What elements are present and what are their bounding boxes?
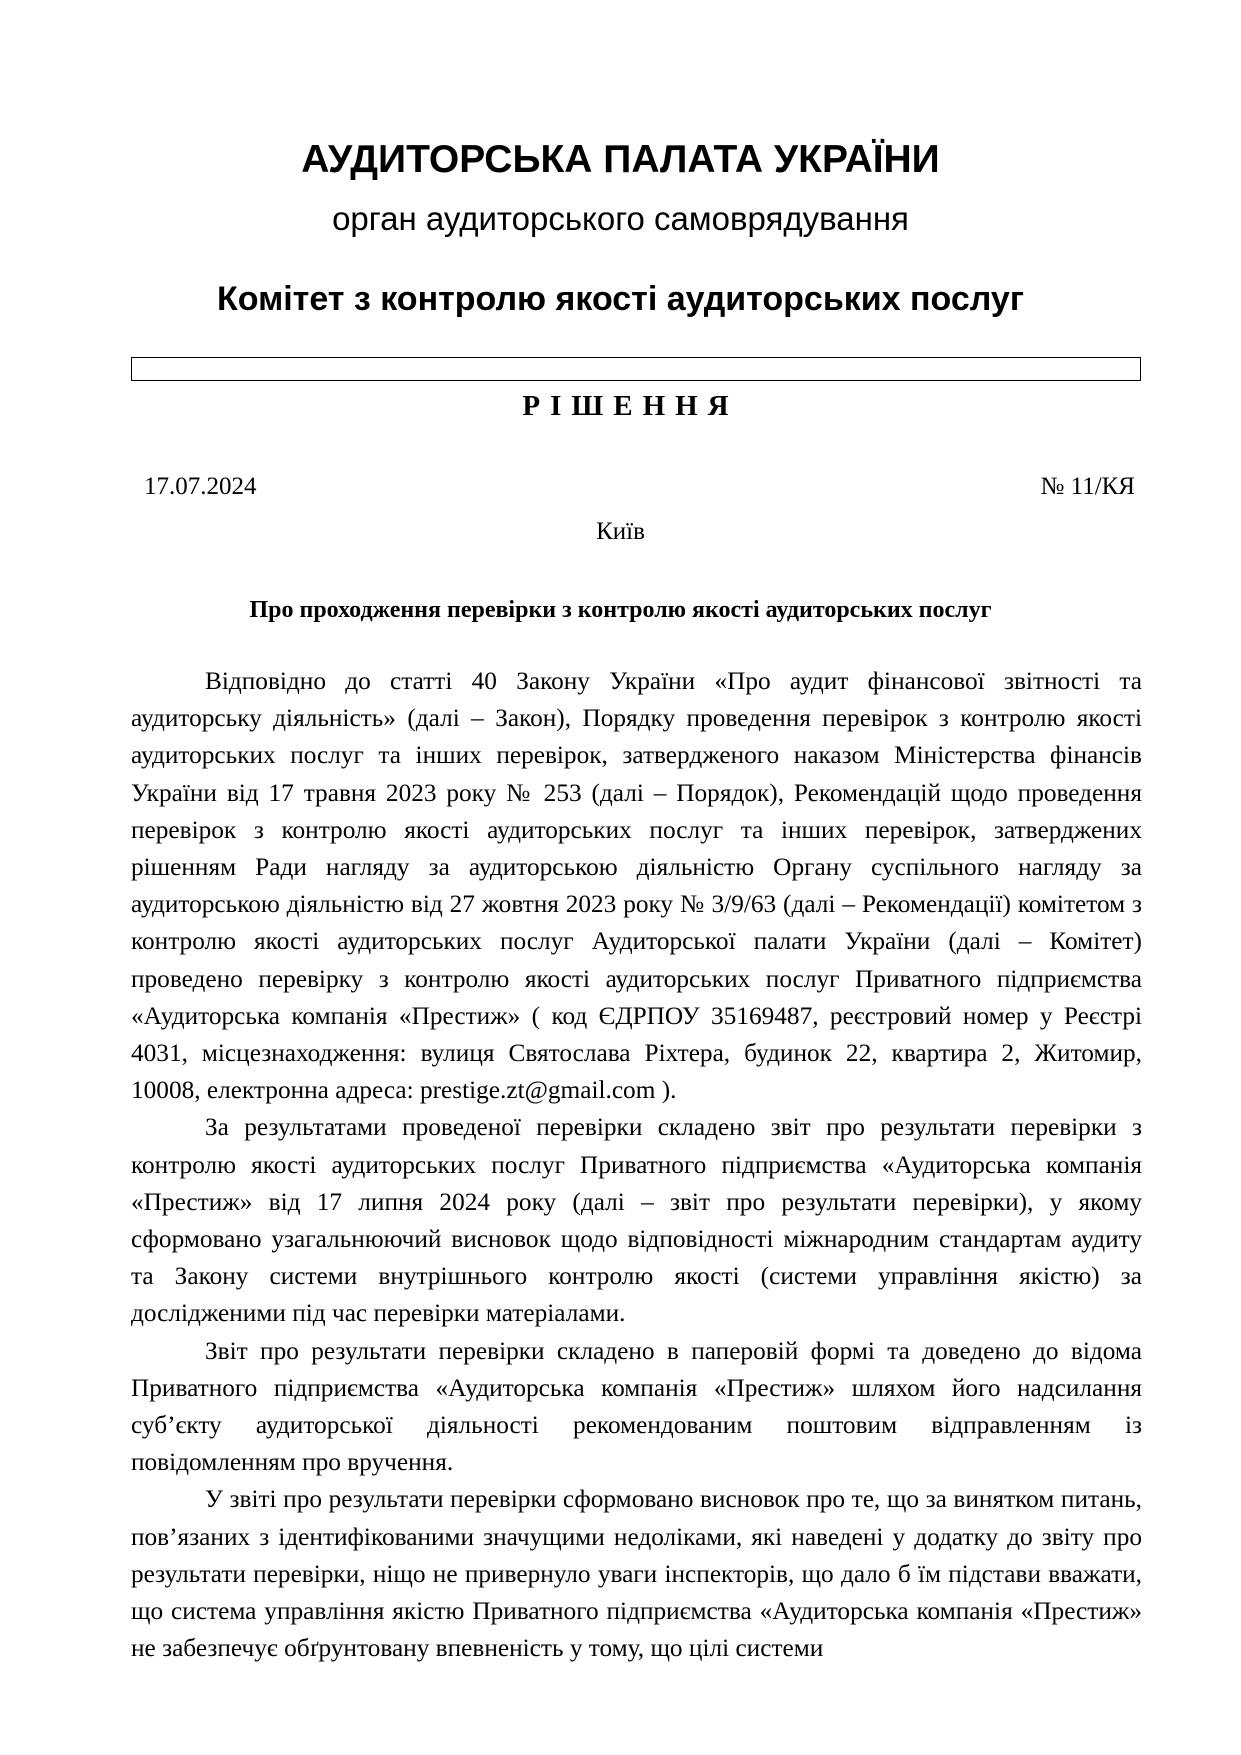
decision-city: Київ: [596, 518, 645, 545]
committee-title: Комітет з контролю якості аудиторських послуг: [217, 280, 1024, 318]
decision-subject: Про проходження перевірки з контролю якості аудиторських послуг: [249, 597, 992, 623]
organization-title: АУДИТОРСЬКА ПАЛАТА УКРАЇНИ: [301, 138, 940, 181]
body-paragraph: Звіт про результати перевірки складено в паперовій формі та доведено до відома Приватного підприємства «Аудиторська компанія «Престиж» шляхом його надсилання суб’єкту аудиторської діяльності рекомендованим поштовим відправленням із повідомленням про вручення.: [131, 1336, 1142, 1477]
decision-number: № 11/КЯ: [1040, 473, 1135, 500]
decision-date: 17.07.2024: [144, 473, 257, 500]
header-divider: [131, 357, 1141, 381]
organization-subtitle: орган аудиторського самоврядування: [332, 200, 909, 237]
body-paragraph: За результатами проведеної перевірки складено звіт про результати перевірки з контролю якості аудиторських послуг Приватного підприємства «Аудиторська компанія «Престиж» від 17 липня 2024 року (далі – звіт про результати перевірки), у якому сформовано узагальнюючий висновок щодо відповідності міжнародним стандартам аудиту та Закону системи внутрішнього контролю якості (системи управління якістю) за дослідженими під час перевірки матеріалами.: [131, 1113, 1142, 1328]
decision-title: РІШЕННЯ: [522, 390, 739, 422]
body-paragraph: У звіті про результати перевірки сформовано висновок про те, що за винятком питань, пов’язаних з ідентифікованими значущими недоліками, які наведені у додатку до звіту про результати перевірки, ніщо не привернуло уваги інспекторів, що дало б їм підстави вважати, що система управління якістю Приватного підприємства «Аудиторська компанія «Престиж» не забезпечує обґрунтовану впевненість у тому, що цілі системи: [131, 1485, 1142, 1663]
document-body: [131, 663, 1142, 1667]
body-paragraph: Відповідно до статті 40 Закону України «Про аудит фінансової звітності та аудиторську діяльність» (далі – Закон), Порядку проведення перевірок з контролю якості аудиторських послуг та інших перевірок, затвердженого наказом Міністерства фінансів України від 17 травня 2023 року № 253 (далі – Порядок), Рекомендацій щодо проведення перевірок з контролю якості аудиторських послуг та інших перевірок, затверджених рішенням Ради нагляду за аудиторською діяльністю Органу суспільного нагляду за аудиторською діяльністю від 27 жовтня 2023 року № 3/9/63 (далі – Рекомендації) комітетом з контролю якості аудиторських послуг Аудиторської палати України (далі – Комітет) проведено перевірку з контролю якості аудиторських послуг Приватного підприємства «Аудиторська компанія «Престиж» ( код ЄДРПОУ 35169487, реєстровий номер у Реєстрі 4031, місцезнаходження: вулиця Святослава Ріхтера, будинок 22, квартира 2, Житомир, 10008, електронна адреса: prestige.zt@gmail.com ).: [131, 667, 1142, 1105]
